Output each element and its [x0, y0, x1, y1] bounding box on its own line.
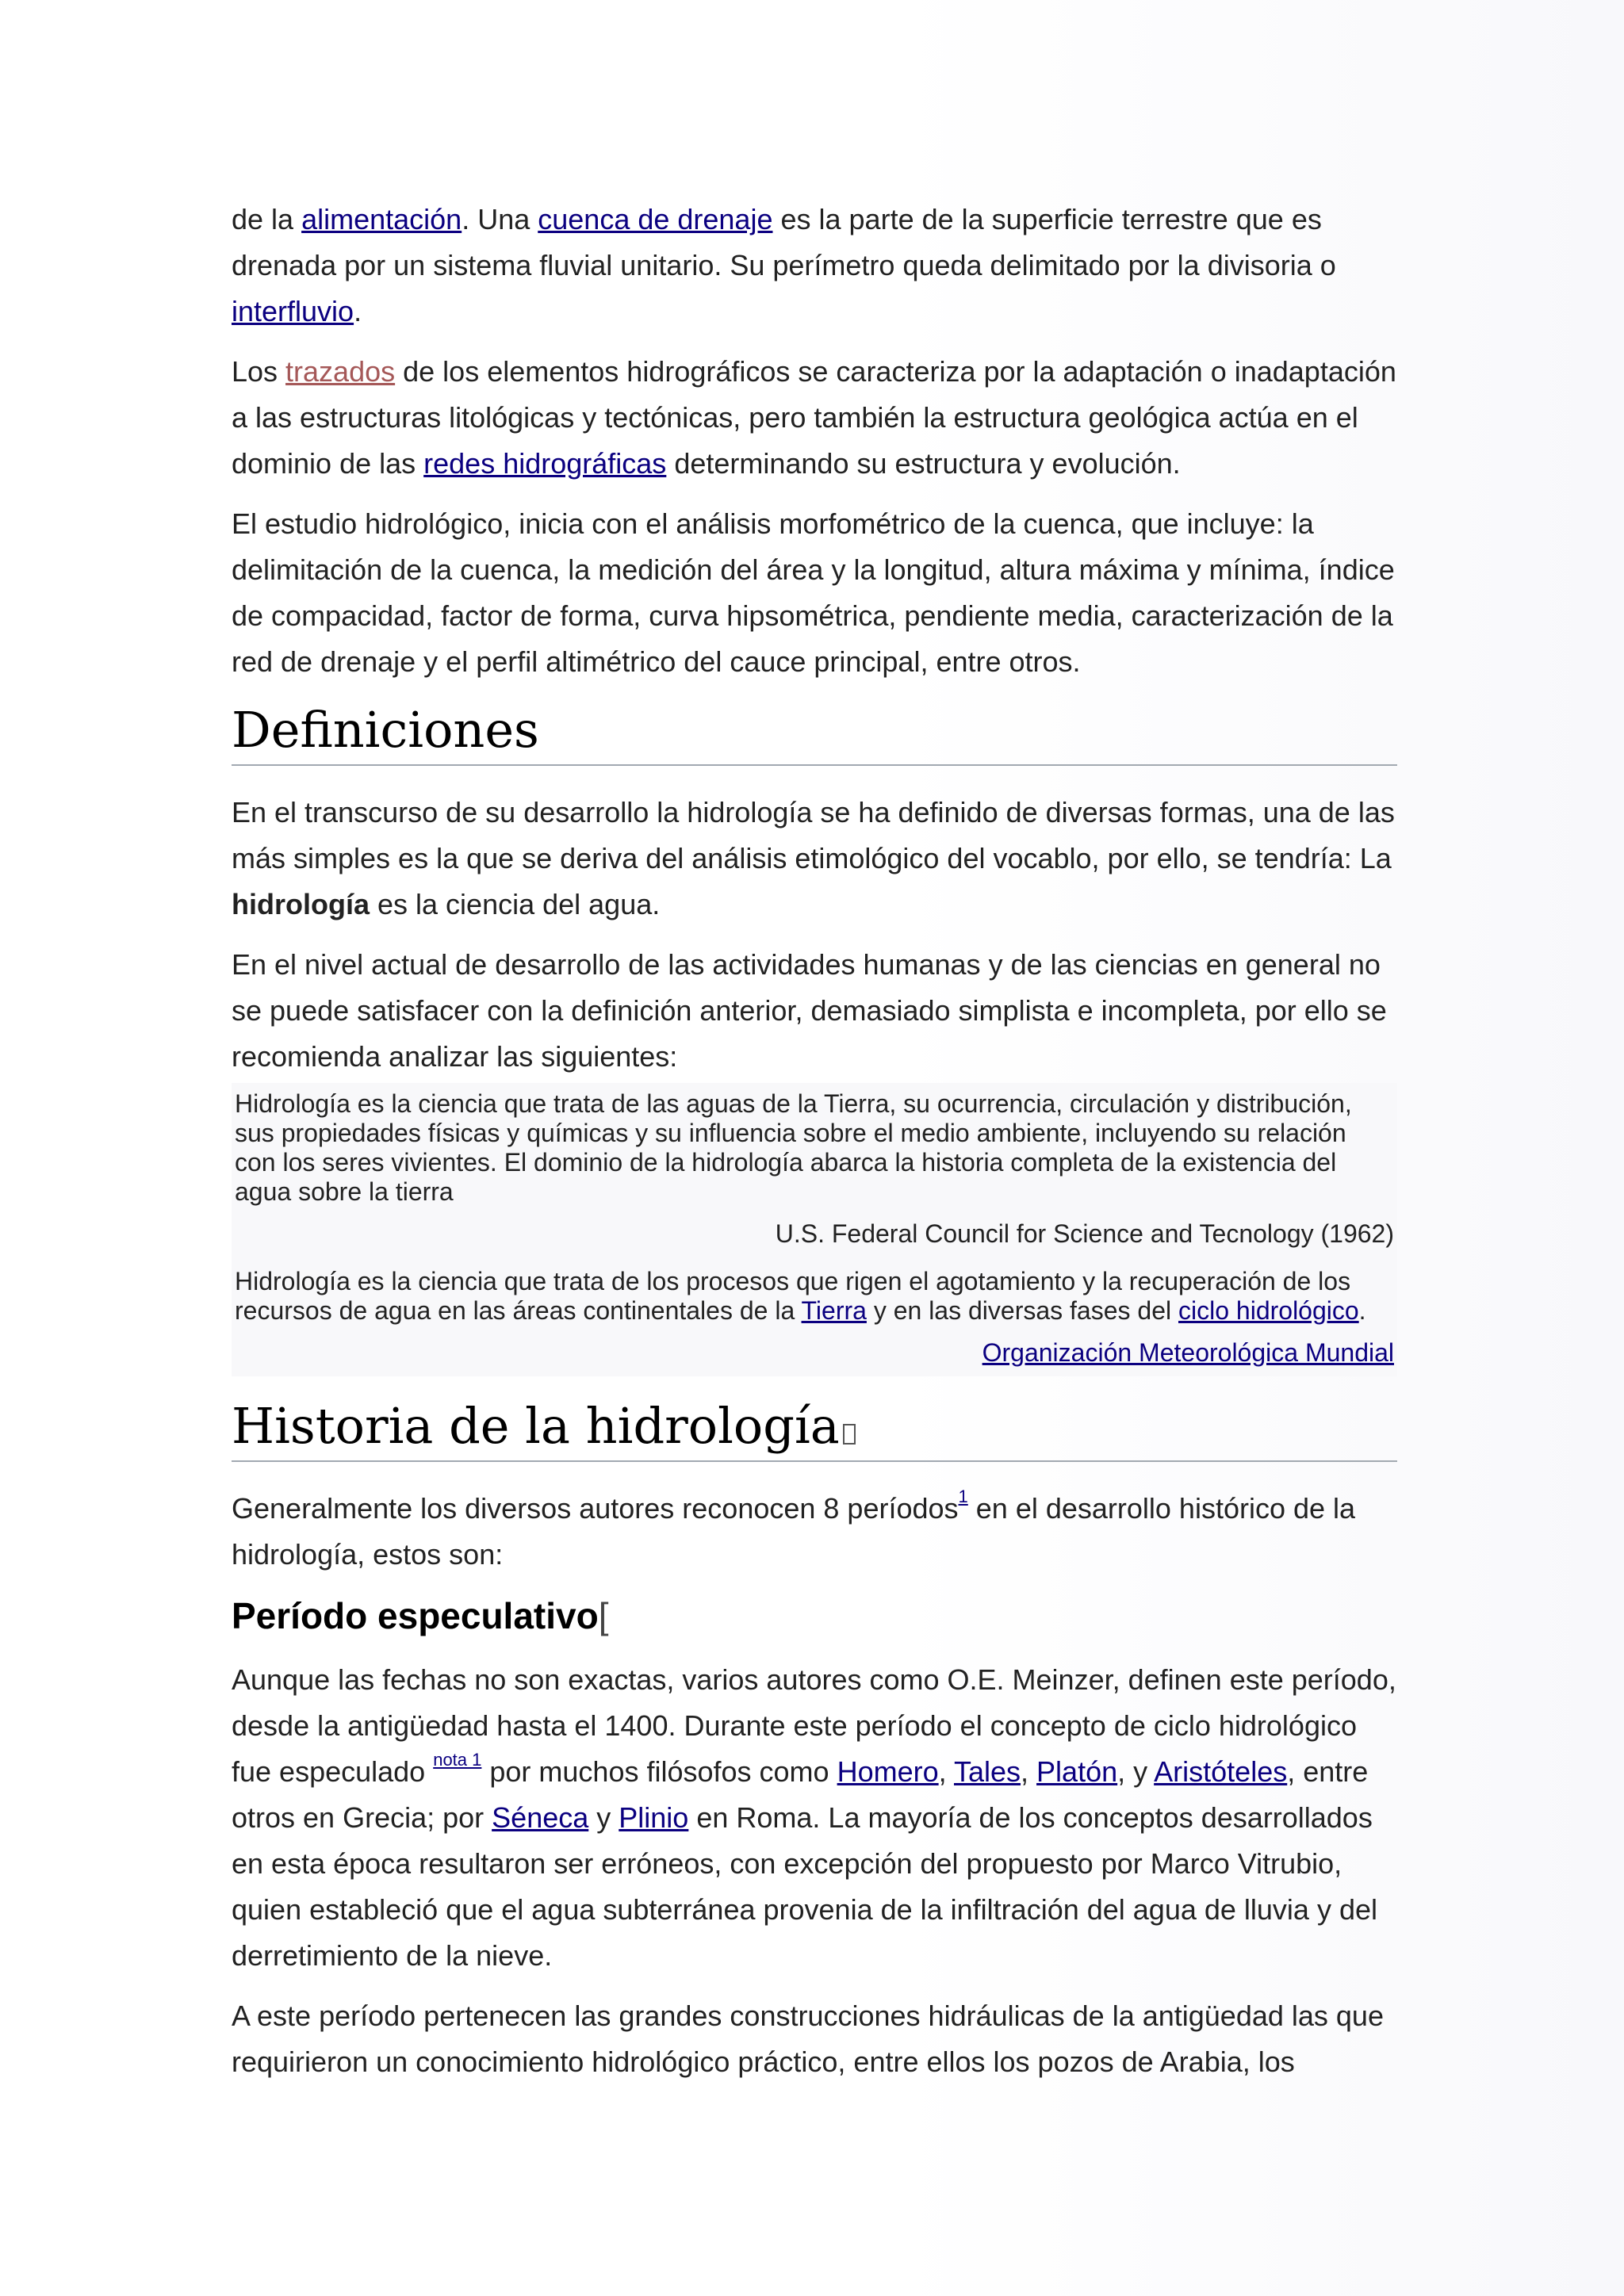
- quote-1-source: U.S. Federal Council for Science and Tecnology (1962): [775, 1219, 1394, 1248]
- text: . Una: [462, 203, 538, 235]
- text: y en las diversas fases del: [866, 1296, 1178, 1325]
- text: determinando su estructura y evolución.: [666, 447, 1181, 480]
- link-aristoteles[interactable]: Aristóteles: [1154, 1755, 1288, 1788]
- text: , y: [1117, 1755, 1155, 1788]
- article-page: [232, 197, 1397, 2099]
- link-homero[interactable]: Homero: [837, 1755, 939, 1788]
- link-cuenca-de-drenaje[interactable]: cuenca de drenaje: [538, 203, 773, 235]
- link-alimentacion[interactable]: alimentación: [301, 203, 462, 235]
- text: Generalmente los diversos autores reconocen 8 períodos: [232, 1492, 959, 1525]
- heading-historia: [232, 1395, 1397, 1462]
- text: , entre otros en Grecia; por: [232, 1755, 1369, 1834]
- text: por muchos filósofos como: [481, 1755, 837, 1788]
- definiciones-paragraph-1: [232, 790, 1397, 928]
- text: en Roma. La mayoría de los conceptos desarrollados en esta época resultaron ser erróneos, con excepción del propuesto por Marco Vitrubio, quien estableció que el agua subterránea provenia de la infiltración del agua de lluvia y del derretimiento de la nieve.: [232, 1801, 1377, 1972]
- link-platon[interactable]: Platón: [1036, 1755, 1118, 1788]
- link-organizacion-meteorologica-mundial[interactable]: Organización Meteorológica Mundial: [982, 1338, 1394, 1367]
- intro-paragraph-2: [232, 349, 1397, 487]
- bold-term: hidrología: [232, 888, 370, 920]
- link-trazados[interactable]: trazados: [285, 355, 396, 388]
- link-plinio[interactable]: Plinio: [619, 1801, 689, 1834]
- reference-1[interactable]: 1: [958, 1487, 968, 1506]
- heading-text: Historia de la hidrología: [232, 1397, 840, 1455]
- intro-paragraph-3: El estudio hidrológico, inicia con el análisis morfométrico de la cuenca, que incluye: la delimitación de la cuenca, la medición del área y la longitud, altura máxima y mínima, índice de compacidad, factor de forma, curva hipsométrica, pendiente media, caracterización de la red de drenaje y el perfil altimétrico del cauce principal, entre otros.: [232, 507, 1395, 678]
- historia-paragraph-1: [232, 1486, 1397, 1578]
- quote-box: [232, 1083, 1397, 1376]
- heading-periodo-especulativo: [232, 1592, 1397, 1640]
- link-tales[interactable]: Tales: [953, 1755, 1021, 1788]
- text: .: [354, 295, 362, 327]
- quote-2-text: [232, 1267, 1397, 1326]
- text: de la: [232, 203, 302, 235]
- quote-2-source: [232, 1337, 1397, 1368]
- text: En el transcurso de su desarrollo la hidrología se ha definido de diversas formas, una de las más simples es la que se deriva del análisis etimológico del vocablo, por ello, se tendría: La: [232, 796, 1395, 874]
- link-seneca[interactable]: Séneca: [492, 1801, 589, 1834]
- text: Hidrología es la ciencia que trata de los procesos que rigen el agotamiento y la recuperación de los recursos de agua en las áreas continentales de la: [235, 1267, 1351, 1325]
- link-tierra[interactable]: Tierra: [801, 1296, 867, 1325]
- text: de los elementos hidrográficos se caracteriza por la adaptación o inadaptación a las estructuras litológicas y tectónicas, pero también la estructura geológica actúa en el dominio de las: [232, 355, 1396, 480]
- heading-definiciones: Definiciones: [232, 699, 1397, 766]
- link-interfluvio[interactable]: interfluvio: [232, 295, 354, 327]
- text: Los: [232, 355, 286, 388]
- missing-glyph-icon: [843, 1424, 856, 1445]
- text: en el desarrollo histórico de la hidrología, estos son:: [232, 1492, 1356, 1571]
- text: ,: [938, 1755, 954, 1788]
- text: Aunque las fechas no son exactas, varios autores como O.E. Meinzer, definen este período, desde la antigüedad hasta el 1400. Durante este período el concepto de ciclo hidrológico fue especulado: [232, 1663, 1396, 1788]
- link-redes-hidrograficas[interactable]: redes hidrográficas: [423, 447, 667, 480]
- text: ,: [1021, 1755, 1037, 1788]
- text: es la ciencia del agua.: [370, 888, 661, 920]
- definiciones-paragraph-2: En el nivel actual de desarrollo de las actividades humanas y de las ciencias en general no se puede satisfacer con la definición anterior, demasiado simplista e incompleta, por ello se recomienda analizar las siguientes:: [232, 948, 1387, 1073]
- note-1[interactable]: nota 1: [433, 1750, 482, 1770]
- link-ciclo-hidrologico[interactable]: ciclo hidrológico: [1178, 1296, 1359, 1325]
- heading-text: Período especulativo: [232, 1595, 599, 1636]
- edit-bracket: [: [598, 1595, 609, 1636]
- text: es la parte de la superficie terrestre que es drenada por un sistema fluvial unitario. Su perímetro queda delimitado por la divisoria o: [232, 203, 1336, 281]
- quote-1-text: Hidrología es la ciencia que trata de las aguas de la Tierra, su ocurrencia, circulación y distribución, sus propiedades físicas y químicas y su influencia sobre el medio ambiente, incluyendo su relación con los seres vivientes. El dominio de la hidrología abarca la historia completa de la existencia del agua sobre la tierra: [235, 1089, 1352, 1206]
- text: .: [1358, 1296, 1366, 1325]
- periodo-paragraph-1: [232, 1657, 1397, 1979]
- periodo-paragraph-2: A este período pertenecen las grandes construcciones hidráulicas de la antigüedad las que requirieron un conocimiento hidrológico práctico, entre ellos los pozos de Arabia, los: [232, 1999, 1384, 2078]
- intro-paragraph-1: [232, 197, 1397, 335]
- text: y: [588, 1801, 619, 1834]
